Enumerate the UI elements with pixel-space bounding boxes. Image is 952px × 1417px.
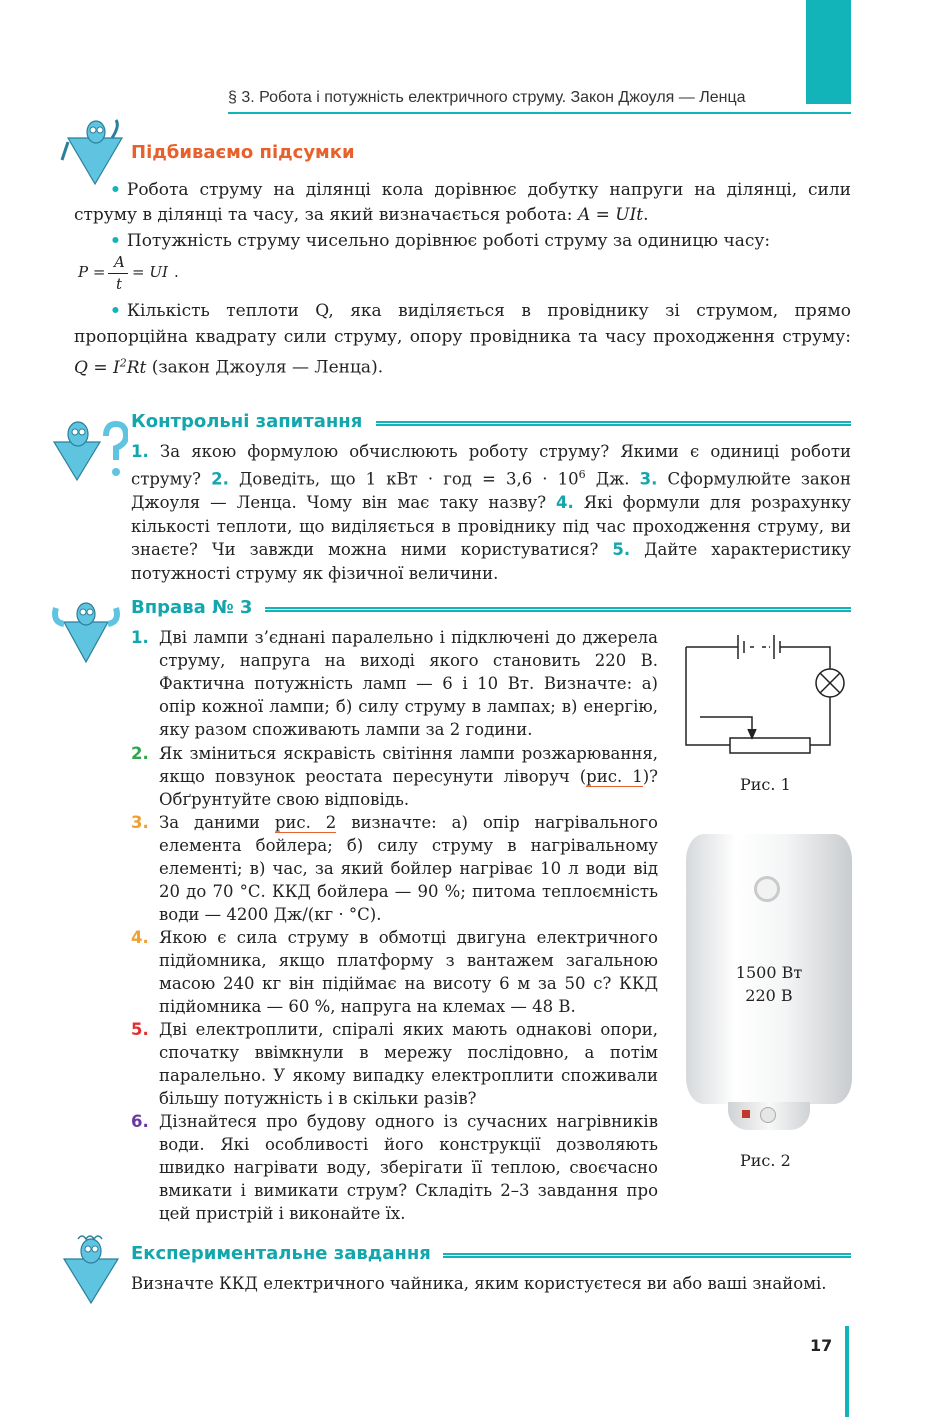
fig1-link[interactable]: рис. 1 — [586, 767, 643, 786]
thermometer-icon — [754, 876, 780, 902]
bullet-dot: • — [110, 301, 121, 321]
rheostat-icon — [730, 738, 810, 753]
summary-bullet-3: • Кількість теплоти Q, яка виділяється в провіднику зі струмом, прямо пропорційна квадрату сили струму, опору провідника та часу проходження струму: $Q = I^2Rt$ (закон Джоуля — Ленца). — [74, 301, 851, 378]
control-questions: 1. За якою формулою обчислюють роботу струму? Якими є одиниці роботи струму? 2. Доведіть, що 1 кВт · год = $3,6 \cdot 10^6$ Дж. 3. Сформулюйте закон Джоуля — Ленца. Чому він має таку назву? 4. Які формули для розрахунку кількості теплоти, що виділяється в провіднику під час проходження струму, ви знаєте? Чи завжди можна ними користуватися? 5. Дайте характеристику потужності струму як фізичної величини. — [131, 442, 852, 583]
summary-bullet-2: • Потужність струму чисельно дорівнює роботі струму за одиницю часу: — [110, 231, 771, 251]
mascot-strong-icon — [50, 600, 122, 664]
exercise-title: Вправа № 3 — [131, 597, 253, 618]
exercise-item-2: 2. Як зміниться яскравість світіння лампи розжарювання, якщо повзунок реостата пересунути ліворуч (рис. 1)? Обґрунтуйте свою відповідь. — [131, 744, 658, 809]
mascot-question-icon — [50, 418, 128, 482]
control-title-rule — [376, 421, 851, 426]
formula-work: A = UIt — [577, 204, 644, 225]
circuit-diagram — [680, 625, 855, 760]
bullet-dot: • — [110, 231, 121, 251]
page-number: 17 — [810, 1336, 833, 1355]
boiler-voltage: 220 В — [745, 986, 793, 1005]
bullet-dot: • — [110, 180, 121, 200]
experiment-title: Експериментальне завдання — [131, 1243, 431, 1264]
boiler-image — [686, 834, 852, 1130]
header-rule — [228, 112, 851, 114]
mascot-experiment-icon — [58, 1233, 124, 1305]
running-title: § 3. Робота і потужність електричного струму. Закон Джоуля — Ленца — [228, 89, 746, 106]
summary-bullet-1: • Робота струму на ділянці кола дорівнює добутку напруги на ділянці, сили струму в ділянці та часу, за який визначається робота: A = UIt. — [74, 180, 851, 225]
control-title: Контрольні запитання — [131, 411, 363, 432]
formula-joule: $Q = I^2Rt$ — [74, 356, 147, 378]
exercise-item-1: 1. Дві лампи з’єднані паралельно і підключені до джерела струму, напруга на виході якого становить 220 В. Фактична потужність ламп — 6 і 10 Вт. Визначте: а) опір кожної лампи; б) силу струму в лампах; в) енергію, яку разом споживають лампи за 2 години. — [131, 628, 658, 739]
fig2-link[interactable]: рис. 2 — [274, 813, 337, 832]
fig1-caption: Рис. 1 — [740, 775, 791, 794]
exercise-item-5: 5. Дві електроплити, спіралі яких мають однакові опори, спочатку ввімкнули в мережу послідовно, а потім паралельно. У якому випадку електроплити споживали більшу потужність і в скільки разів? — [131, 1020, 658, 1108]
fig2-caption: Рис. 2 — [740, 1151, 791, 1170]
exercise-title-rule — [265, 607, 851, 612]
mascot-thinking-icon — [60, 118, 130, 186]
experiment-text: Визначте ККД електричного чайника, яким користуєтеся ви або ваші знайомі. — [131, 1274, 827, 1293]
page-number-bar — [845, 1326, 849, 1417]
experiment-title-rule — [443, 1253, 851, 1258]
exercise-item-4: 4. Якою є сила струму в обмотці двигуна електричного підйомника, якщо платформу з вантажем загальною масою 240 кг він підіймає на висоту 6 м за 50 с? ККД підйомника — 60 %, напруга на клемах — 48 В. — [131, 928, 658, 1016]
corner-tab — [806, 0, 851, 104]
exercise-item-3: 3. За даними рис. 2 визначте: а) опір нагрівального елемента бойлера; б) силу струму в нагрівальному елементі; в) час, за який бойлер нагріває 10 л води від 20 до 70 °С. ККД бойлера — 90 %; питома теплоємність води — 4200 Дж/(кг · °С). — [131, 813, 658, 924]
boiler-power: 1500 Вт — [735, 963, 803, 982]
exercise-item-6: 6. Дізнайтеся про будову одного із сучасних нагрівників води. Які особливості його конструкції дозволяють швидко нагрівати воду, зберігати її теплою, своєчасно вмикати і вимикати струм? Складіть 2–3 завдання про цей пристрій і виконайте їх. — [131, 1112, 658, 1223]
summary-title: Підбиваємо підсумки — [131, 142, 355, 163]
